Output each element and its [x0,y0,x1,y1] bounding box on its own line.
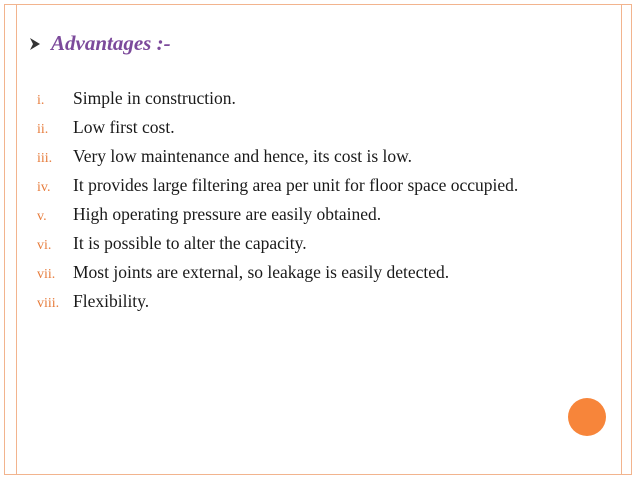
list-number: i. [37,93,45,108]
slide-heading: Advantages :- [51,31,171,55]
list-number: iii. [37,151,53,166]
list-item [37,204,518,233]
list-text: Low first cost. [73,117,175,137]
list-item [37,291,518,320]
advantages-list [37,88,518,320]
list-text: Most joints are external, so leakage is easily detected. [73,262,450,282]
heading-row [30,31,171,56]
list-item [37,117,518,146]
list-number: iv. [37,180,51,195]
decorative-dot [568,398,606,436]
arrowhead-bullet-icon [30,38,40,50]
list-number: viii. [37,296,60,311]
list-number: ii. [37,122,49,137]
list-text: Simple in construction. [73,88,236,108]
list-item [37,146,518,175]
list-text: Very low maintenance and hence, its cost is low. [73,146,413,166]
list-number: vi. [37,238,52,253]
list-text: High operating pressure are easily obtained. [73,204,382,224]
list-text: It provides large filtering area per unit for floor space occupied. [73,175,519,195]
list-text: Flexibility. [73,291,150,311]
list-item [37,175,518,204]
list-item [37,262,518,291]
list-number: v. [37,209,47,224]
list-item [37,233,518,262]
list-item [37,88,518,117]
list-text: It is possible to alter the capacity. [73,233,307,253]
list-number: vii. [37,267,56,282]
